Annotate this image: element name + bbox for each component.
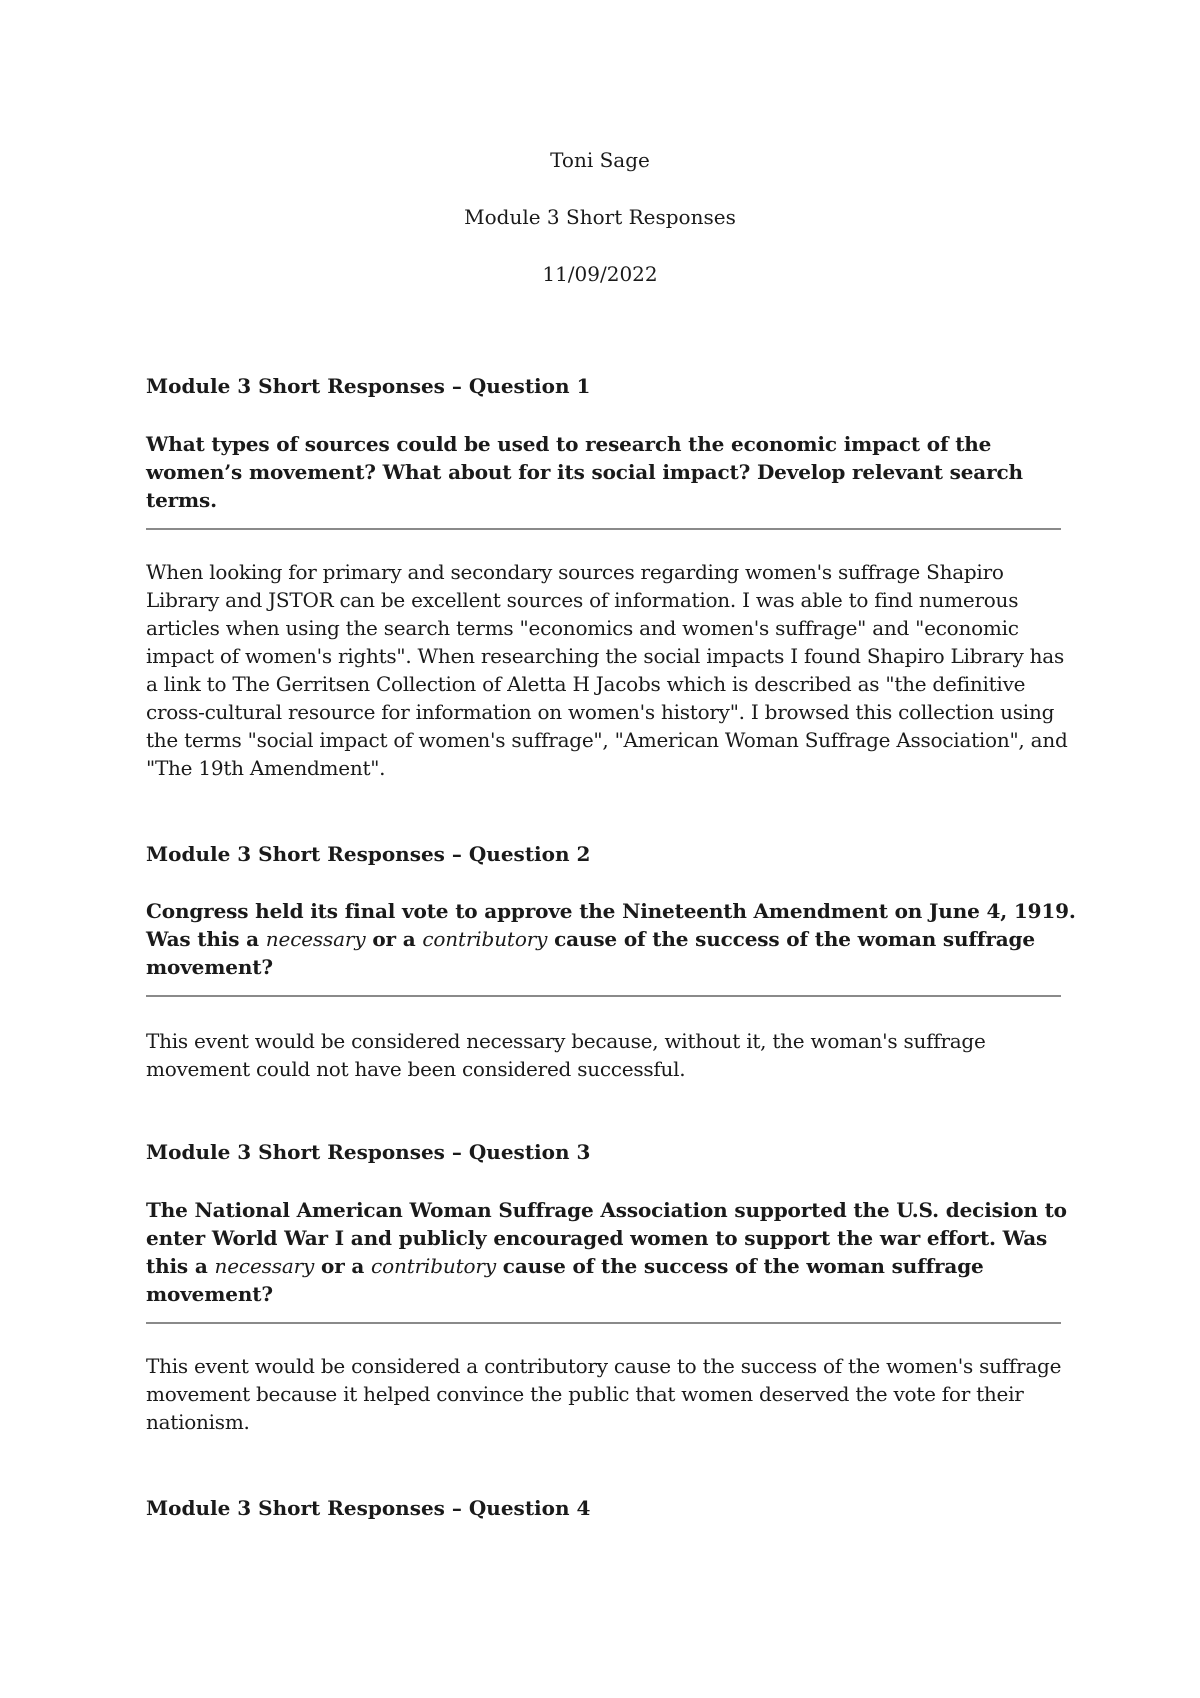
document-title: Module 3 Short Responses <box>464 205 736 229</box>
question-1-answer: When looking for primary and secondary sources regarding women's suffrage Shapiro Library and JSTOR can be excellent sources of information. I was able to find numerous articles when using the search terms "economics and women's suffrage" and "economic impact of women's rights". When researching the social impacts I found Shapiro Library has a link to The Gerritsen Collection of Aletta H Jacobs which is described as "the definitive cross-cultural resource for information on women's history". I browsed this collection using the terms "social impact of women's suffrage", "American Woman Suffrage Association", and "The 19th Amendment". <box>146 560 1068 780</box>
question-2-prompt-italic2: contributory <box>422 927 548 951</box>
question-3-prompt-italic2: contributory <box>371 1254 496 1278</box>
question-1-prompt: What types of sources could be used to research the economic impact of the women’s movement? What about for its social impact? Develop relevant search terms. <box>146 432 1023 512</box>
document-date: 11/09/2022 <box>542 262 658 286</box>
question-3-prompt-italic1: necessary <box>214 1254 315 1278</box>
author-name: Toni Sage <box>550 148 650 172</box>
question-3-prompt-part1: The National American Woman Suffrage Association supported the U.S. decision to enter World War I and publicly encouraged women to support the war effort. Was this a <box>146 1198 1067 1278</box>
question-2-heading: Module 3 Short Responses – Question 2 <box>146 842 591 866</box>
question-3-prompt <box>146 1196 1076 1308</box>
question-4-heading: Module 3 Short Responses – Question 4 <box>146 1496 591 1520</box>
question-3-heading: Module 3 Short Responses – Question 3 <box>146 1140 591 1164</box>
question-3-prompt-part3: cause of the success of the woman suffrage movement? <box>146 1254 984 1306</box>
question-1-divider <box>146 528 1061 530</box>
question-2-answer: This event would be considered necessary because, without it, the woman's suffrage movement could not have been considered successful. <box>146 1029 986 1081</box>
question-2-prompt-part1: Congress held its final vote to approve the Nineteenth Amendment on June 4, 1919. Was this a <box>146 899 1076 951</box>
question-1-heading: Module 3 Short Responses – Question 1 <box>146 374 591 398</box>
question-2-prompt <box>146 897 1076 981</box>
question-2-prompt-part3: cause of the success of the woman suffrage movement? <box>146 927 1035 979</box>
question-2-prompt-part2: or a <box>365 927 423 951</box>
question-2-prompt-italic1: necessary <box>265 927 366 951</box>
question-3-prompt-part2: or a <box>314 1254 372 1278</box>
question-2-divider <box>146 995 1061 997</box>
question-3-divider <box>146 1322 1061 1324</box>
question-3-answer: This event would be considered a contributory cause to the success of the women's suffrage movement because it helped convince the public that women deserved the vote for their nationism. <box>146 1354 1062 1434</box>
